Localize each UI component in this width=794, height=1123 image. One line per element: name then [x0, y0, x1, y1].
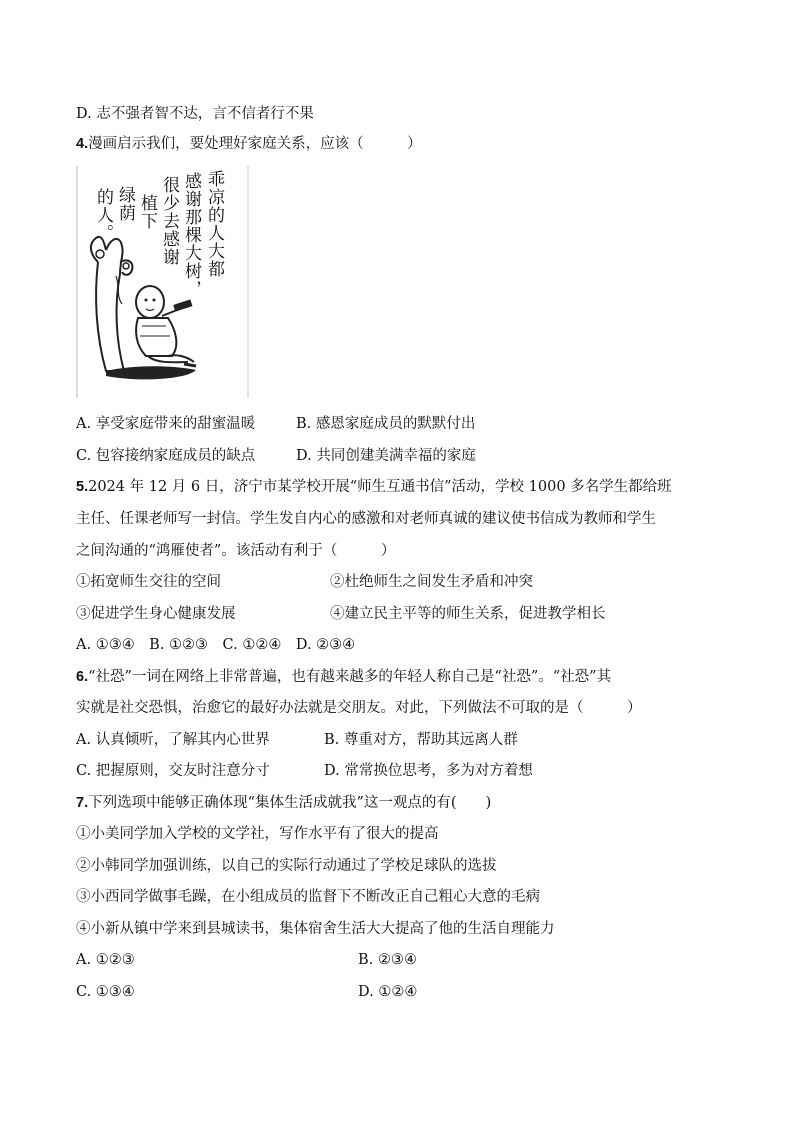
q7-stem — [76, 793, 491, 813]
q7-number: 7. — [76, 795, 89, 811]
q5-item3: ③促进学生身心健康发展 — [76, 606, 236, 622]
q7-option-c: C. ①③④ — [76, 984, 135, 1000]
q6-option-a: A. 认真倾听，了解其内心世界 — [76, 732, 270, 748]
q7-stem-text: 下列选项中能够正确体现“集体生活成就我”这一观点的有( ) — [88, 795, 492, 811]
q5-item4: ④建立民主平等的师生关系，促进教学相长 — [330, 606, 606, 622]
cartoon-text-col1: 乖凉的人大都 — [204, 170, 224, 278]
q7-item4: ④小新从镇中学来到县城读书，集体宿舍生活大大提高了他的生活自理能力 — [76, 921, 555, 937]
cartoon-text-col4: 植下 — [137, 194, 157, 230]
q6-option-d: D. 常常换位思考，多为对方着想 — [324, 763, 533, 779]
q6-option-c: C. 把握原则，交友时注意分寸 — [76, 763, 270, 779]
q7-item1: ①小美同学加入学校的文学社，写作水平有了很大的提高 — [76, 826, 439, 842]
q5-line1 — [76, 477, 672, 497]
cartoon-text-col6: 的人。 — [93, 188, 113, 242]
q3-option-d: D. 志不强者智不达，言不信者行不果 — [76, 106, 314, 122]
q7-option-d: D. ①②④ — [358, 984, 418, 1000]
q4-option-a: A. 享受家庭带来的甜蜜温暖 — [76, 416, 256, 432]
cartoon-text-col3: 很少去感谢 — [159, 176, 179, 266]
q4-option-d: D. 共同创建美满幸福的家庭 — [296, 448, 476, 464]
q4-option-b: B. 感恩家庭成员的默默付出 — [296, 416, 476, 432]
q4-cartoon — [76, 166, 250, 398]
q5-line1-text: 2024 年 12 月 6 日，济宁市某学校开展“师生互通书信”活动，学校 1000 多名学生都给班 — [88, 479, 672, 495]
q5-line3: 之间沟通的“鸿雁使者”。该活动有利于（ ） — [76, 543, 396, 559]
q7-option-b: B. ②③④ — [358, 952, 417, 968]
q5-item2: ②杜绝师生之间发生矛盾和冲突 — [330, 574, 533, 590]
q7-item3: ③小西同学做事毛躁，在小组成员的监督下不断改正自己粗心大意的毛病 — [76, 889, 540, 905]
q6-line1 — [76, 667, 611, 687]
q5-line2: 主任、任课老师写一封信。学生发自内心的感激和对老师真诚的建议使书信成为教师和学生 — [76, 511, 656, 527]
q7-option-a: A. ①②③ — [76, 952, 135, 968]
q5-item1: ①拓宽师生交往的空间 — [76, 574, 221, 590]
q4-stem-text: 漫画启示我们，要处理好家庭关系，应该（ ） — [88, 136, 422, 152]
cartoon-text-col5: 绿荫 — [115, 186, 135, 222]
q6-option-b: B. 尊重对方，帮助其远离人群 — [324, 732, 518, 748]
q6-line2: 实就是社交恐惧，治愈它的最好办法就是交朋友。对此，下列做法不可取的是（ ） — [76, 700, 642, 716]
q4-stem — [76, 134, 422, 154]
q5-number: 5. — [76, 479, 89, 495]
q7-item2: ②小韩同学加强训练，以自己的实际行动通过了学校足球队的选拔 — [76, 858, 497, 874]
q6-number: 6. — [76, 669, 89, 685]
q6-line1-text: “社恐”一词在网络上非常普遍，也有越来越多的年轻人称自己是“社恐”。“社恐”其 — [88, 669, 612, 685]
q4-number: 4. — [76, 136, 89, 152]
q4-option-c: C. 包容接纳家庭成员的缺点 — [76, 448, 256, 464]
q5-options: A. ①③④ B. ①②③ C. ①②④ D. ②③④ — [76, 637, 356, 653]
cartoon-text-col2: 感谢那棵大树， — [181, 172, 201, 298]
